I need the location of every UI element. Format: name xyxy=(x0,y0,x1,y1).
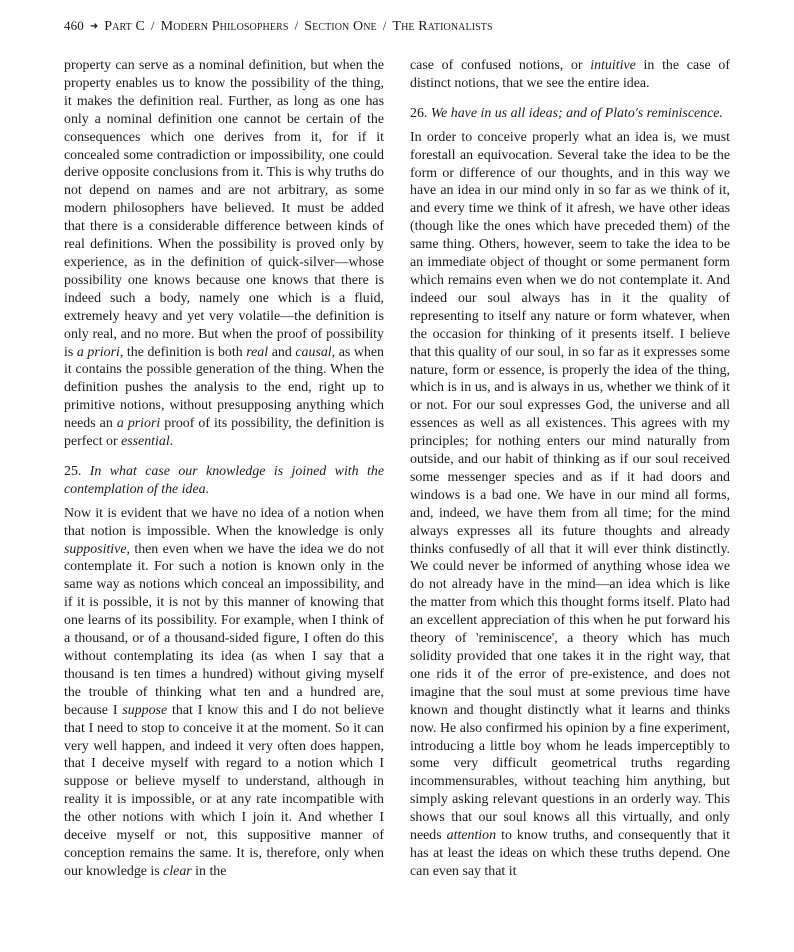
header-part: Part C xyxy=(104,19,145,34)
header-book: Modern Philosophers xyxy=(160,19,289,34)
header-separator: / xyxy=(382,18,387,33)
section-heading-25: 25. In what case our knowledge is joined with the contemplation of the idea. xyxy=(64,463,384,497)
left-column xyxy=(64,57,384,881)
paragraph-knowledge: Now it is evident that we have no idea of a notion when that notion is impossible. When the knowledge is only suppositive, then even when we have the idea we do not contemplate it. For such a notion is known only in the same way as notions which conceal an impossibility, and if it is possible, it is not by this manner of knowing that one learns of its possibility. For example, when I think of a thousand, or of a thousand-sided figure, I often do this without contemplating its idea (as when I say that a thousand is ten times a hundred) without giving myself the trouble of thinking what ten and a hundred are, because I suppose that I know this and I do not believe that I need to stop to conceive it at the moment. So it can very well happen, and indeed it very often does happen, that I deceive myself with regard to a notion which I suppose or believe myself to understand, although in reality it is impossible, or at any rate incompatible with the other notions with which I join it. And whether I deceive myself or not, this suppositive manner of conception remains the same. It is, therefore, only when our knowledge is clear in the xyxy=(64,505,384,879)
paragraph-definitions: property can serve as a nominal definition, but when the property enables us to know the possibility of the thing, it makes the definition real. Further, as long as one has only a nominal definition one cannot be certain of the consequences which one derives from it, for if it concealed some contradiction or impossibility, one could derive opposite conclusions from it. This is why truths do not depend on names and are not arbitrary, as some modern philosophers have believed. It must be added that there is a considerable difference between kinds of real definitions. When the possibility is proved only by experience, as in the definition of quick-silver—whose possibility one knows because one knows that there is indeed such a body, namely one which is a fluid, extremely heavy and yet very volatile—the definition is only real, and no more. But when the proof of possibility is a priori, the definition is both real and causal, as when it contains the possible generation of the thing. When the definition pushes the analysis to the end, right up to primitive notions, without presupposing anything which needs an a priori proof of its possibility, the definition is perfect or essential. xyxy=(64,58,384,450)
arrow-icon: ➜ xyxy=(89,21,99,32)
page-number: 460 xyxy=(64,18,84,33)
header-chapter: The Rationalists xyxy=(392,19,493,34)
right-column xyxy=(410,57,730,881)
paragraph-ideas: In order to conceive properly what an idea is, we must forestall an equivocation. Several take the idea to be the form or difference of our thoughts, and in this way we have an idea in our mind only in so far as we think of it, and every time we think of it afresh, we have other ideas (though like the ones which have preceded them) of the same thing. Others, however, seem to take the idea to be an immediate object of thought or some permanent form which remains even when we do not contemplate it. And indeed our soul always has in it the quality of representing to itself any nature or form whatever, when the occasion for thinking of it presents itself. I believe that this quality of our soul, in so far as it expresses some nature, form or essence, is properly the idea of the thing, which is in us, and is always in us, whether we think of it or not. For our soul expresses God, the universe and all essences as well as all existences. This agrees with my principles; for nothing enters our mind naturally from outside, and our habit of thinking as if our soul received some messenger species and as if it had doors and windows is a bad one. We have in our mind all forms, and, indeed, we have them from all time; for the mind always expresses all its future thoughts and already thinks confusedly of all that it will ever think distinctly. We could never be informed of anything whose idea we do not already have in the mind—an idea which is like the matter from which this thought forms itself. Plato had an excellent appreciation of this when he put forward his theory of 'reminiscence', a theory which has much solidity provided that one takes it in the right way, that one rids it of the error of pre-existence, and does not imagine that the soul must at some previous time have known and thought distinctly what it learns and thinks now. He also confirmed his opinion by a fine experiment, introducing a little boy whom he leads imperceptibly to some very difficult geometrical truths regarding incommensurables, without teaching him anything, but simply asking relevant questions in an orderly way. This shows that our soul knows all this virtually, and only needs attention to know truths, and consequently that it has at least the ideas on which these truths depend. One can even say that it xyxy=(410,129,730,879)
header-separator: / xyxy=(150,18,155,33)
paragraph-continuation: case of confused notions, or intuitive in the case of distinct notions, that we see the entire idea. xyxy=(410,58,730,91)
running-header xyxy=(64,18,744,38)
header-section: Section One xyxy=(304,19,377,34)
section-heading-26: 26. We have in us all ideas; and of Plato's reminiscence. xyxy=(410,105,723,121)
header-separator: / xyxy=(294,18,299,33)
